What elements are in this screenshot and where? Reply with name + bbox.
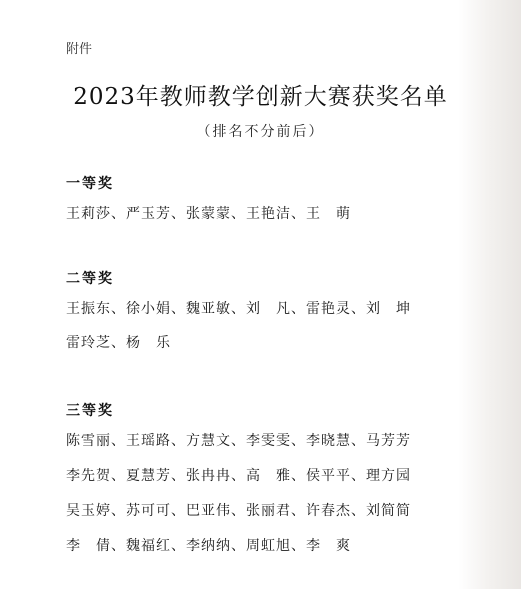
third-prize-names-line: 吴玉婷、苏可可、巴亚伟、张丽君、许春杰、刘简简 [66,503,411,519]
third-prize-names-line: 陈雪丽、王瑶路、方慧文、李雯雯、李晓慧、马芳芳 [66,433,411,449]
third-prize-names-line: 李先贺、夏慧芳、张冉冉、高 雅、侯平平、理方园 [66,468,411,484]
second-prize-names-line: 王振东、徐小娟、魏亚敏、刘 凡、雷艳灵、刘 坤 [66,301,411,317]
third-prize-section [66,400,476,562]
third-prize-heading: 三等奖 [66,403,114,419]
first-prize-heading: 一等奖 [66,176,114,192]
document-title: 2023年教师教学创新大赛获奖名单 [73,84,448,110]
first-prize-names-line: 王莉莎、严玉芳、张蒙蒙、王艳洁、王 萌 [66,206,351,222]
second-prize-section [66,268,476,358]
second-prize-heading: 二等奖 [66,271,114,287]
first-prize-section [66,173,476,229]
second-prize-names-line: 雷玲芝、杨 乐 [66,335,171,351]
document-subtitle: （排名不分前后） [196,124,325,140]
third-prize-names-line: 李 倩、魏福红、李纳纳、周虹旭、李 爽 [66,538,351,554]
attachment-label: 附件 [66,42,93,57]
